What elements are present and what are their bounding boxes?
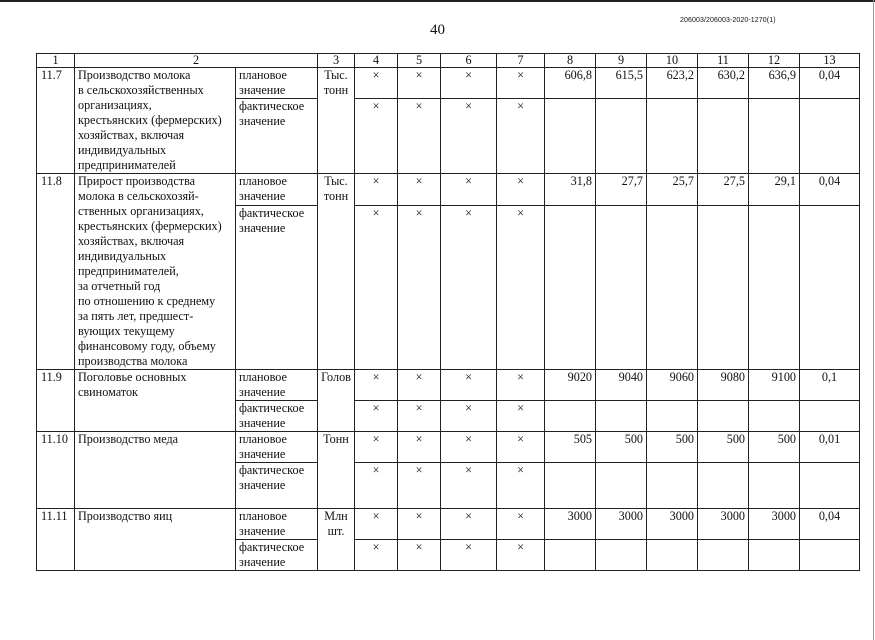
fact-year-value: [698, 401, 749, 432]
not-applicable-mark: ×: [398, 370, 441, 401]
column-header: 8: [545, 54, 596, 68]
fact-year-value: [596, 401, 647, 432]
fact-value-label: [236, 401, 318, 432]
text-line: индивидуальных: [78, 143, 167, 157]
not-applicable-mark: ×: [497, 509, 545, 540]
not-applicable-mark: ×: [441, 401, 497, 432]
text-line: по отношению к среднему: [78, 294, 216, 308]
indicator-name: [75, 370, 236, 432]
text-line: Прирост производства: [78, 174, 196, 188]
text-line: вующих текущему: [78, 324, 175, 338]
not-applicable-mark: ×: [355, 540, 398, 571]
plan-value-label: [236, 509, 318, 540]
column-header: 4: [355, 54, 398, 68]
not-applicable-mark: ×: [355, 99, 398, 174]
not-applicable-mark: ×: [441, 432, 497, 463]
unit-of-measure: [318, 509, 355, 571]
text-line: фактическое: [239, 401, 305, 415]
plan-year-value: 9100: [749, 370, 800, 401]
text-line: ственных организациях,: [78, 204, 204, 218]
text-line: плановое: [239, 370, 287, 384]
text-line: Производство молока: [78, 68, 191, 82]
text-line: значение: [239, 83, 286, 97]
not-applicable-mark: ×: [355, 68, 398, 99]
not-applicable-mark: ×: [355, 174, 398, 206]
text-line: плановое: [239, 509, 287, 523]
fact-year-value: [698, 99, 749, 174]
indicator-name: [75, 68, 236, 174]
not-applicable-mark: ×: [398, 463, 441, 509]
unit-of-measure: [318, 174, 355, 370]
not-applicable-mark: ×: [441, 463, 497, 509]
indicator-row-plan: [37, 370, 860, 401]
column-header: 6: [441, 54, 497, 68]
plan-year-value: 3000: [749, 509, 800, 540]
text-line: плановое: [239, 174, 287, 188]
text-line: Голов: [321, 370, 351, 384]
not-applicable-mark: ×: [355, 401, 398, 432]
not-applicable-mark: ×: [355, 205, 398, 369]
fact-value-label: [236, 540, 318, 571]
text-line: значение: [239, 114, 286, 129]
fact-year-value: [545, 99, 596, 174]
column-header: 3: [318, 54, 355, 68]
text-line: значение: [239, 555, 286, 569]
text-line: тонн: [323, 189, 349, 203]
fact-year-value: [800, 205, 860, 369]
plan-year-value: 3000: [698, 509, 749, 540]
text-line: фактическое: [239, 463, 305, 477]
text-line: Тыс.: [324, 174, 348, 188]
not-applicable-mark: ×: [497, 370, 545, 401]
column-header: 7: [497, 54, 545, 68]
not-applicable-mark: ×: [441, 370, 497, 401]
fact-year-value: [749, 205, 800, 369]
fact-year-value: [749, 463, 800, 509]
text-line: значение: [239, 220, 286, 235]
text-line: хозяйствах, включая: [78, 128, 185, 142]
fact-year-value: [647, 463, 698, 509]
unit-of-measure: [318, 68, 355, 174]
fact-year-value: [698, 540, 749, 571]
fact-year-value: [800, 401, 860, 432]
column-header: 2: [75, 54, 318, 68]
indicator-name: [75, 509, 236, 571]
column-header: 5: [398, 54, 441, 68]
column-header: 12: [749, 54, 800, 68]
fact-year-value: [800, 540, 860, 571]
text-line: фактическое: [239, 99, 305, 114]
fact-year-value: [647, 401, 698, 432]
fact-year-value: [545, 401, 596, 432]
text-line: за отчетный год: [78, 279, 161, 293]
column-header: 9: [596, 54, 647, 68]
fact-year-value: [647, 205, 698, 369]
fact-year-value: [596, 99, 647, 174]
text-line: фактическое: [239, 540, 305, 554]
plan-value-label: [236, 174, 318, 206]
text-line: Производство яиц: [78, 509, 173, 523]
plan-year-value: 9060: [647, 370, 698, 401]
plan-year-value: 623,2: [647, 68, 698, 99]
not-applicable-mark: ×: [398, 205, 441, 369]
not-applicable-mark: ×: [441, 205, 497, 369]
text-line: шт.: [327, 524, 345, 538]
column-numbers-row: [37, 54, 860, 68]
fact-year-value: [800, 463, 860, 509]
fact-value-label: [236, 205, 318, 369]
plan-year-value: 500: [749, 432, 800, 463]
plan-year-value: 606,8: [545, 68, 596, 99]
fact-year-value: [749, 99, 800, 174]
plan-year-value: 29,1: [749, 174, 800, 206]
text-line: плановое: [239, 68, 287, 82]
indicator-number: 11.9: [37, 370, 75, 432]
not-applicable-mark: ×: [441, 509, 497, 540]
column-header: 11: [698, 54, 749, 68]
right-border-line: [873, 0, 874, 640]
plan-year-value: 9080: [698, 370, 749, 401]
not-applicable-mark: ×: [398, 174, 441, 206]
not-applicable-mark: ×: [441, 99, 497, 174]
indicator-name: [75, 174, 236, 370]
plan-value-label: [236, 68, 318, 99]
not-applicable-mark: ×: [398, 99, 441, 174]
plan-year-value: 3000: [647, 509, 698, 540]
text-line: значение: [239, 385, 286, 399]
fact-value-label: [236, 463, 318, 509]
plan-year-value: 500: [647, 432, 698, 463]
not-applicable-mark: ×: [497, 68, 545, 99]
indicator-row-plan: [37, 68, 860, 99]
not-applicable-mark: ×: [355, 370, 398, 401]
document-id: 206003/206003-2020-1270(1): [680, 17, 776, 24]
text-line: значение: [239, 478, 286, 492]
plan-value-label: [236, 432, 318, 463]
fact-year-value: [596, 463, 647, 509]
not-applicable-mark: ×: [398, 540, 441, 571]
not-applicable-mark: ×: [497, 205, 545, 369]
not-applicable-mark: ×: [355, 463, 398, 509]
text-line: Тонн: [323, 432, 349, 446]
text-line: Поголовье основных: [78, 370, 187, 384]
indicator-weight: 0,04: [800, 174, 860, 206]
text-line: производства молока: [78, 354, 188, 368]
not-applicable-mark: ×: [497, 540, 545, 571]
fact-value-label: [236, 99, 318, 174]
column-header: 1: [37, 54, 75, 68]
text-line: Производство меда: [78, 432, 179, 446]
indicators-table: [36, 53, 860, 571]
text-line: организациях,: [78, 98, 152, 112]
fact-year-value: [698, 463, 749, 509]
page-number: 40: [430, 22, 445, 38]
fact-year-value: [749, 540, 800, 571]
text-line: хозяйствах, включая: [78, 234, 185, 248]
fact-year-value: [647, 540, 698, 571]
plan-value-label: [236, 370, 318, 401]
text-line: значение: [239, 416, 286, 430]
text-line: значение: [239, 447, 286, 461]
fact-year-value: [596, 205, 647, 369]
not-applicable-mark: ×: [355, 509, 398, 540]
text-line: значение: [239, 189, 286, 203]
text-line: предпринимателей: [78, 158, 176, 172]
fact-year-value: [698, 205, 749, 369]
indicator-row-plan: [37, 174, 860, 206]
plan-year-value: 27,7: [596, 174, 647, 206]
text-line: значение: [239, 524, 286, 538]
indicator-number: 11.8: [37, 174, 75, 370]
plan-year-value: 630,2: [698, 68, 749, 99]
text-line: молока в сельскохозяй-: [78, 189, 199, 203]
plan-year-value: 9040: [596, 370, 647, 401]
unit-of-measure: [318, 432, 355, 509]
not-applicable-mark: ×: [398, 401, 441, 432]
plan-year-value: 3000: [596, 509, 647, 540]
plan-year-value: 27,5: [698, 174, 749, 206]
not-applicable-mark: ×: [497, 174, 545, 206]
plan-year-value: 615,5: [596, 68, 647, 99]
plan-year-value: 9020: [545, 370, 596, 401]
not-applicable-mark: ×: [441, 68, 497, 99]
not-applicable-mark: ×: [497, 99, 545, 174]
text-line: фактическое: [239, 205, 305, 220]
indicator-weight: 0,04: [800, 509, 860, 540]
not-applicable-mark: ×: [497, 463, 545, 509]
plan-year-value: 25,7: [647, 174, 698, 206]
column-header: 10: [647, 54, 698, 68]
indicator-name: [75, 432, 236, 509]
not-applicable-mark: ×: [497, 432, 545, 463]
fact-year-value: [545, 205, 596, 369]
fact-year-value: [647, 99, 698, 174]
indicator-weight: 0,1: [800, 370, 860, 401]
plan-year-value: 31,8: [545, 174, 596, 206]
text-line: свиноматок: [78, 385, 138, 399]
plan-year-value: 3000: [545, 509, 596, 540]
text-line: тонн: [323, 83, 349, 97]
text-line: предпринимателей,: [78, 264, 179, 278]
fact-year-value: [749, 401, 800, 432]
indicator-row-plan: [37, 432, 860, 463]
fact-year-value: [545, 540, 596, 571]
top-border-line: [0, 0, 875, 2]
indicator-row-plan: [37, 509, 860, 540]
indicator-number: 11.11: [37, 509, 75, 571]
unit-of-measure: [318, 370, 355, 432]
text-line: индивидуальных: [78, 249, 167, 263]
indicator-rows: [37, 68, 860, 571]
text-line: крестьянских (фермерских): [78, 113, 222, 127]
indicator-weight: 0,01: [800, 432, 860, 463]
indicator-weight: 0,04: [800, 68, 860, 99]
fact-year-value: [545, 463, 596, 509]
text-line: крестьянских (фермерских): [78, 219, 222, 233]
text-line: Млн: [324, 509, 348, 523]
indicator-number: 11.10: [37, 432, 75, 509]
not-applicable-mark: ×: [398, 509, 441, 540]
text-line: в сельскохозяйственных: [78, 83, 204, 97]
text-line: финансовому году, объему: [78, 339, 216, 353]
not-applicable-mark: ×: [398, 68, 441, 99]
plan-year-value: 636,9: [749, 68, 800, 99]
fact-year-value: [596, 540, 647, 571]
not-applicable-mark: ×: [398, 432, 441, 463]
plan-year-value: 500: [698, 432, 749, 463]
not-applicable-mark: ×: [441, 174, 497, 206]
fact-year-value: [800, 99, 860, 174]
not-applicable-mark: ×: [441, 540, 497, 571]
text-line: Тыс.: [324, 68, 348, 82]
text-line: плановое: [239, 432, 287, 446]
text-line: за пять лет, предшест-: [78, 309, 194, 323]
indicator-number: 11.7: [37, 68, 75, 174]
plan-year-value: 505: [545, 432, 596, 463]
not-applicable-mark: ×: [355, 432, 398, 463]
plan-year-value: 500: [596, 432, 647, 463]
not-applicable-mark: ×: [497, 401, 545, 432]
column-header: 13: [800, 54, 860, 68]
